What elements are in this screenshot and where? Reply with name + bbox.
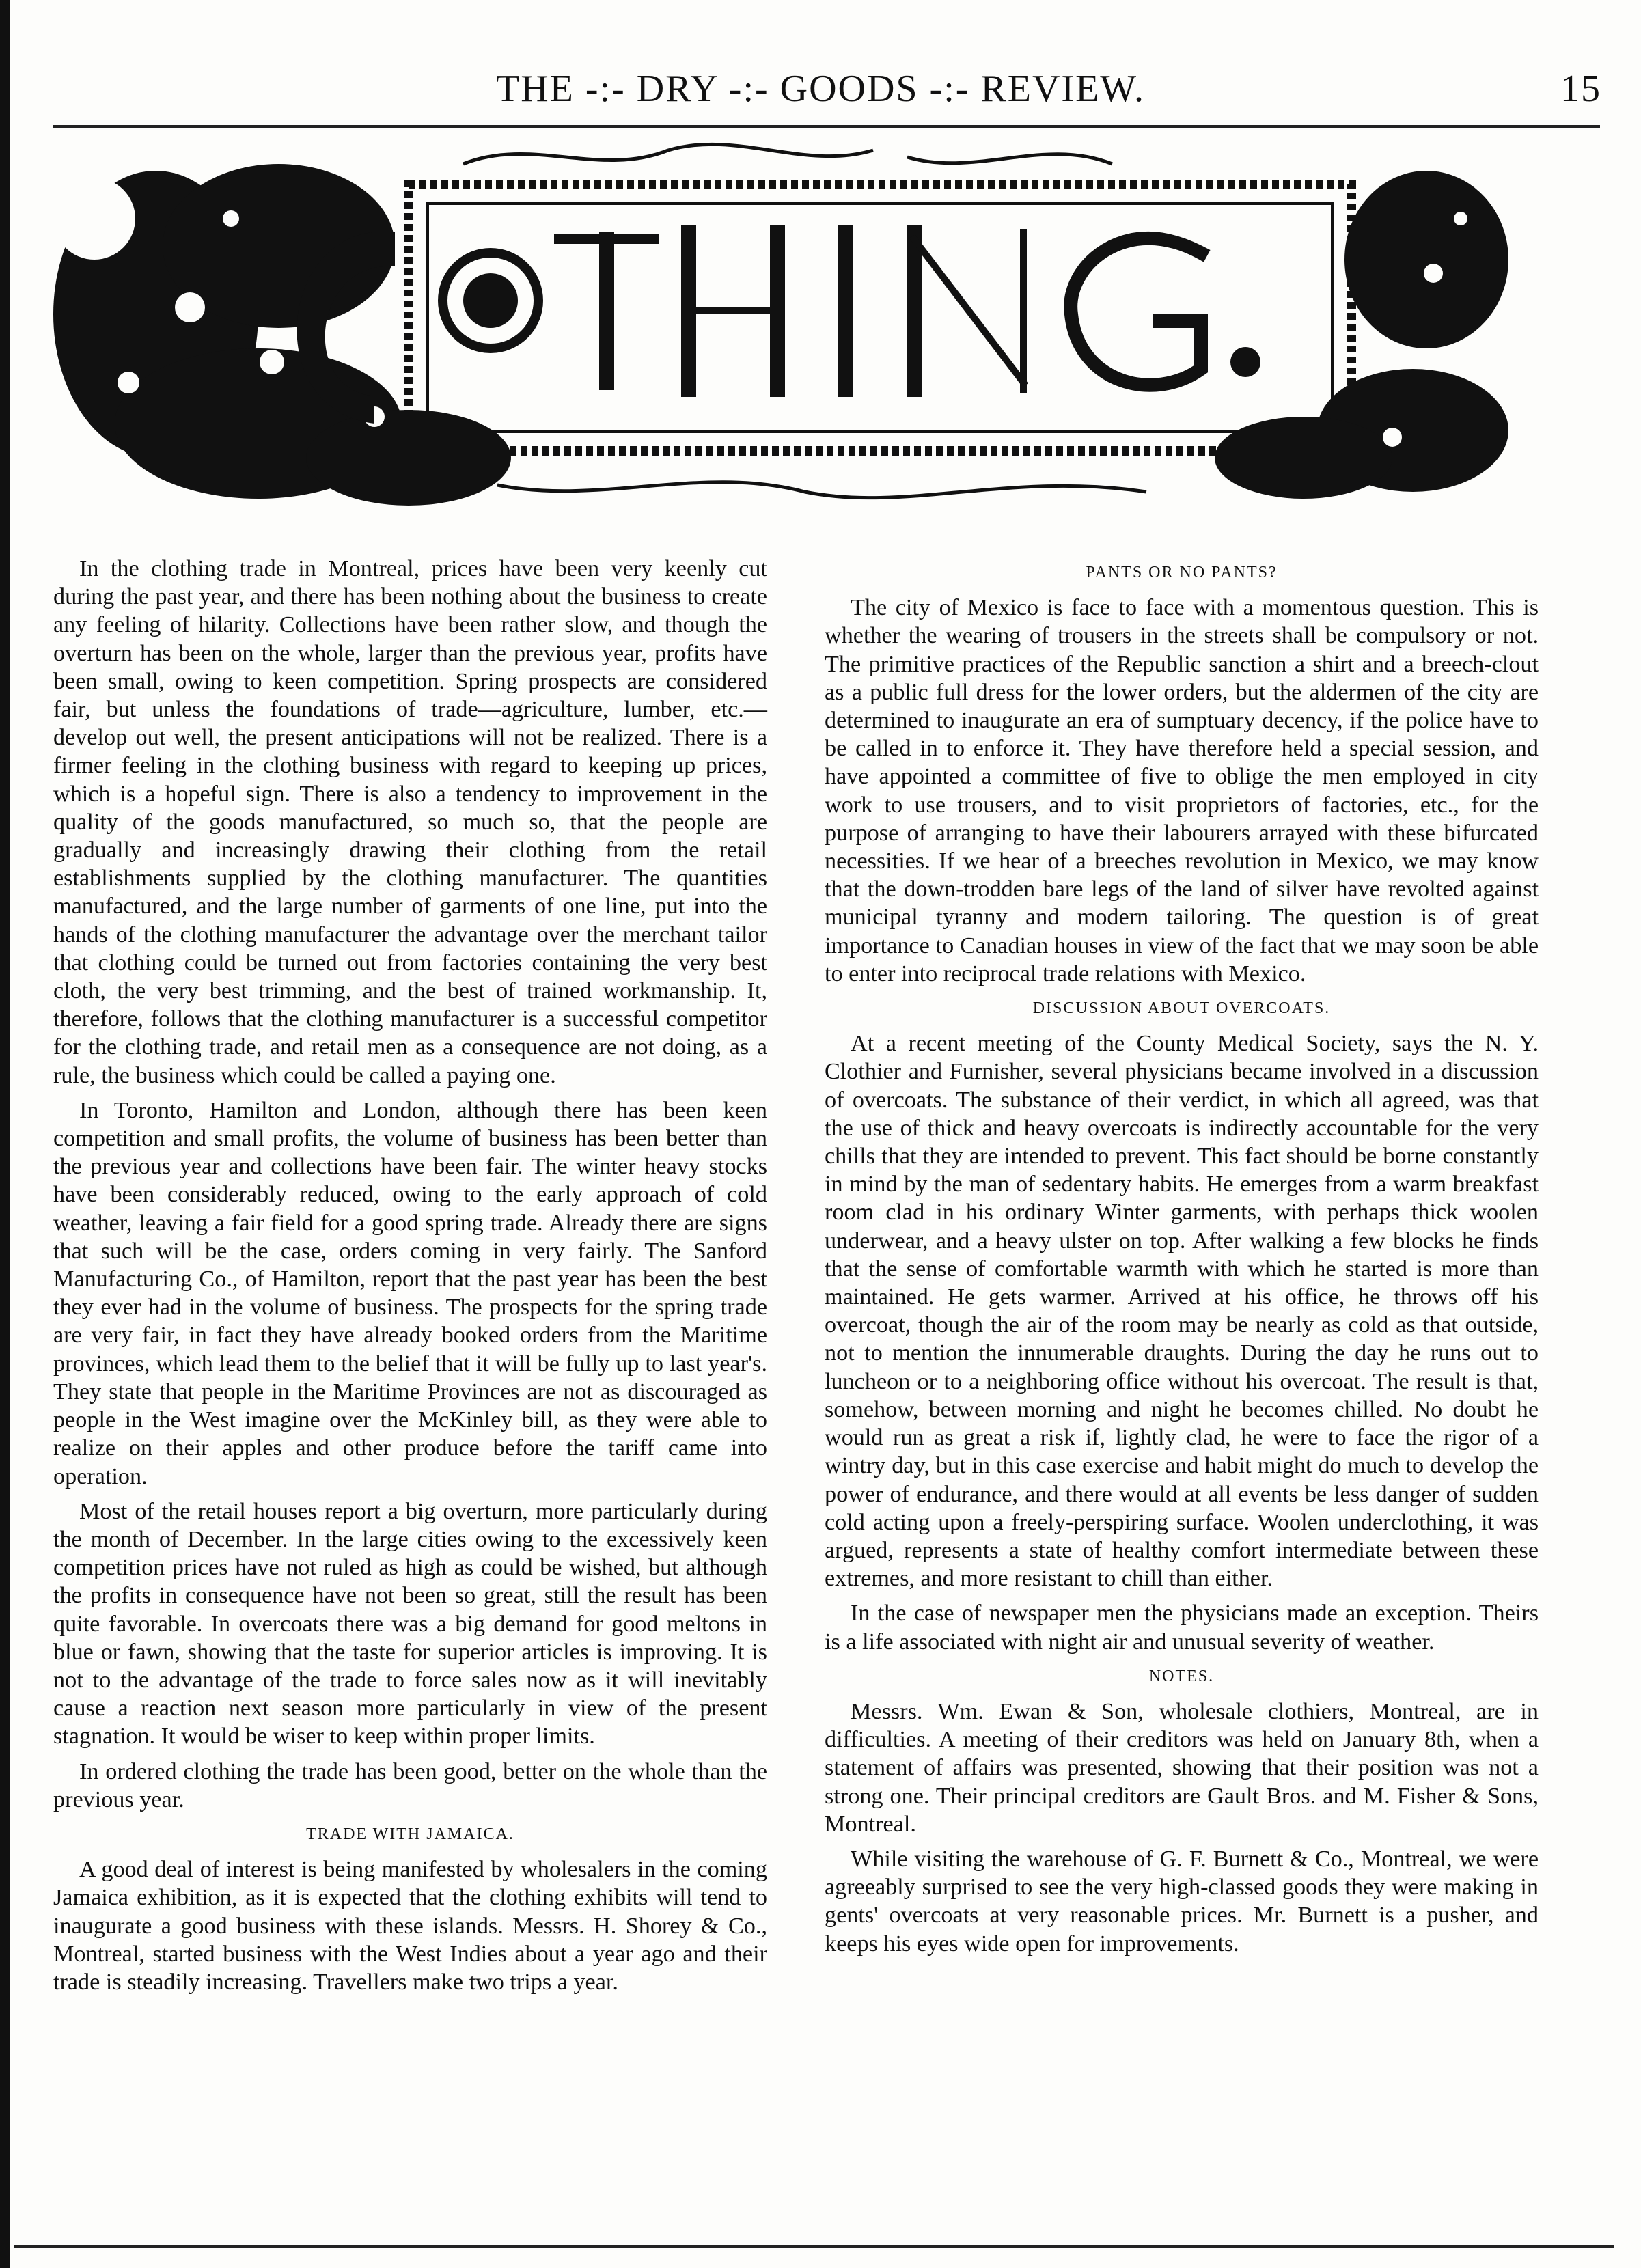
article-paragraph: At a recent meeting of the County Medical Society, says the N. Y. Clothier and Furnisher, several physicians became involved in a discussion of overcoats. The substance of their verdict, in which all agreed, was that the use of thick and heavy overcoats is indirectly accountable for the very chills that they are intended to prevent. This fact should be borne constantly in mind by the man of sedentary habits. He emerges from a warm breakfast room clad in his ordinary Winter garments, with perhaps thick woolen underwear, and a heavy ulster on top. After walking a few blocks he finds that the sense of comfortable warmth with which he started is more than maintained. He gets warmer. Arrived at his office, he throws off his overcoat, though the air of the room may be nearly as cold as that outside, not to mention the innumerable draughts. During the day he runs out to luncheon or to a neighboring office without his overcoat. The result is that, somehow, between morning and night he becomes chilled. No doubt he would run as great a risk if, lightly clad, he were to face the rigor of a wintry day, but in this case exercise and habit might do much to develop the power of endurance, and there would at all events be less danger of sudden cold acting upon a freely-perspiring surface. Woolen underclothing, it was argued, represents a state of healthy comfort intermediate between these extremes, and more resistant to chill than either. [825,1031,1539,1592]
article-paragraph: In ordered clothing the trade has been good, better on the whole than the previous year. [53,1758,767,1812]
section-heading-pants: PANTS OR NO PANTS? [1086,564,1278,581]
banner-lettering [443,232,1260,389]
page-number: 15 [1560,68,1601,110]
article-paragraph: In the case of newspaper men the physicians made an exception. Theirs is a life associated with night air and unusual severity of weather. [825,1601,1539,1655]
page-edge-rule [0,0,10,2268]
article-paragraph: In the clothing trade in Montreal, prices have been very keenly cut during the past year, and there has been nothing about the business to create any feeling of hilarity. Collections have been rather slow, and though the overturn has been on the whole, larger than the previous year, profits have been small, owing to keen competition. Spring prospects are considered fair, but unless the foundations of trade—agriculture, lumber, etc.— develop out well, the present anticipations will not be realized. There is a firmer feeling in the clothing business with regard to keeping up prices, which is a hopeful sign. There is also a tendency to improvement in the quality of the goods manufactured, so much so, that the people are gradually and increasingly drawing their clothing from the retail establishments supplied by the clothing manufacturer. The quantities manufactured, and the large number of garments of one line, put into the hands of the clothing manufacturer the advantage over the merchant tailor that clothing could be turned out from factories containing the very best cloth, the very best trimming, and the best of trained workmanship. It, therefore, follows that the clothing manufacturer is a successful competitor for the clothing trade, and retail men as a consequence are not doing, as a rule, the business which could be called a paying one. [53,556,767,1088]
article-paragraph: Most of the retail houses report a big overturn, more particularly during the month of December. In the large cities owing to the excessively keen competition prices have not ruled as high as could be wished, but although the profits in consequence have not been so great, still the result has been quite favorable. In overcoats there was a big demand for good meltons in blue or fawn, showing that the taste for superior articles is improving. It is not to the advantage of the trade to force sales now as it will inevitably cause a reaction next season more particularly in view of the present stagnation. It would be wiser to keep within proper limits. [53,1498,767,1750]
running-header [27,67,1614,122]
section-heading-overcoats: DISCUSSION ABOUT OVERCOATS. [1032,999,1331,1018]
footer-rule [14,2245,1614,2248]
foliage-left [53,164,511,506]
foliage-right [1215,171,1508,499]
article-paragraph: In Toronto, Hamilton and London, although there has been keen competition and small profits, the volume of business has been better than the previous year and collections have been fair. The winter heavy stocks have been considerably reduced, owing to the early approach of cold weather, leaving a fair field for a good spring trade. Already there are signs that such will be the case, orders coming in very fairly. The Sanford Manufacturing Co., of Hamilton, report that the past year has been the best they ever had in the volume of business. The prospects for the spring trade are very fair, in fact they have already booked orders from the Maritime provinces, which lead them to the belief that it will be fully up to last year's. They state that people in the Maritime Provinces are not as discouraged as people in the West imagine over the McKinley bill, as they were able to realize on their apples and other produce before the tariff came into operation. [53,1097,767,1489]
article-paragraph: Messrs. Wm. Ewan & Son, wholesale clothiers, Montreal, are in difficulties. A meeting of their creditors was held on January 8th, when a statement of affairs was presented, showing that their position was not a strong one. Their principal creditors are Gault Bros. and M. Fisher & Sons, Montreal. [825,1698,1539,1837]
article-paragraph: While visiting the warehouse of G. F. Burnett & Co., Montreal, we were agreeably surprised to see the very high-classed goods they were making in gents' overcoats at very reasonable prices. Mr. Burnett is a pusher, and keeps his eyes wide open for improvements. [825,1846,1539,1956]
banner-artwork [53,137,1522,519]
left-column [53,555,767,2003]
right-column [825,555,1539,1965]
header-rule [53,125,1600,128]
publication-title: THE -:- DRY -:- GOODS -:- REVIEW. [496,68,1145,110]
clothing-banner-illustration [53,137,1522,519]
article-paragraph: A good deal of interest is being manifested by wholesalers in the coming Jamaica exhibition, as it is expected that the clothing exhibits will tend to inaugurate a good business with these islands. Messrs. H. Shorey & Co., Montreal, started business with the West Indies about a year ago and their trade is steadily increasing. Travellers make two trips a year. [53,1857,767,1995]
section-heading-notes: NOTES. [1148,1667,1215,1685]
banner-frame [409,184,1351,451]
article-paragraph: The city of Mexico is face to face with a momentous question. This is whether the wearing of trousers in the streets shall be compulsory or not. The primitive practices of the Republic sanction a shirt and a breech-clout as a public full dress for the lower orders, but the aldermen of the city are determined to inaugurate an era of sumptuary decency, if the police have to be called in to enforce it. They have therefore held a special session, and have appointed a committee of five to oblige the men employed in city work to use trousers, and to visit proprietors of factories, etc., for the purpose of arranging to have their labourers arrayed with these bifurcated necessities. If we hear of a breeches revolution in Mexico, we may know that the down-trodden bare legs of the land of silver have revolted against municipal tyranny and modern tailoring. The question is of great importance to Canadian houses in view of the fact that we may soon be able to enter into reciprocal trade relations with Mexico. [825,595,1539,986]
section-heading-jamaica: TRADE WITH JAMAICA. [306,1825,514,1843]
vine-sprigs [463,144,1146,497]
